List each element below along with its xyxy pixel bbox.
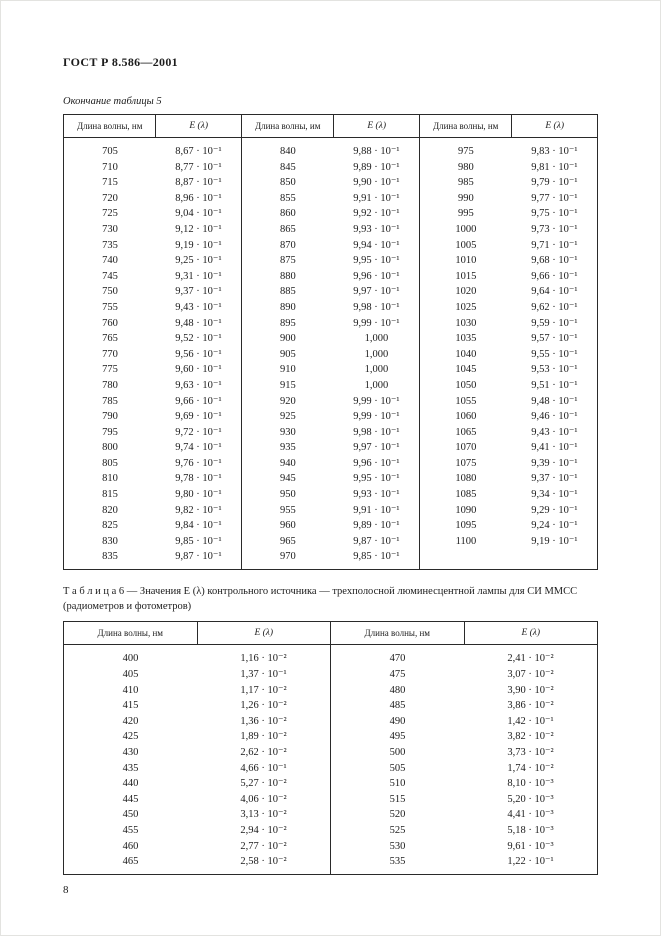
value-cell: 9,12 · 10⁻¹ (175, 223, 222, 235)
wavelength-cell: 765 (102, 333, 118, 345)
wavelength-cell: 790 (102, 411, 118, 423)
wavelength-cell: 845 (241, 160, 333, 176)
value-cell: 9,37 · 10⁻¹ (175, 286, 222, 298)
value-cell: 3,90 · 10⁻² (507, 684, 554, 696)
wavelength-cell: 735 (102, 239, 118, 251)
value-cell: 9,81 · 10⁻¹ (531, 161, 578, 173)
table-row (64, 683, 598, 699)
wavelength-cell: 995 (419, 206, 511, 222)
wavelength-cell: 1050 (419, 378, 511, 394)
wavelength-cell (419, 549, 511, 569)
wavelength-cell: 755 (102, 301, 118, 313)
value-cell: 9,91 · 10⁻¹ (353, 192, 400, 204)
table-row (64, 471, 598, 487)
value-cell: 8,10 · 10⁻³ (507, 778, 554, 790)
wavelength-cell: 495 (331, 729, 465, 745)
value-cell: 9,89 · 10⁻¹ (353, 161, 400, 173)
value-cell: 3,73 · 10⁻² (507, 746, 554, 758)
value-cell: 3,86 · 10⁻² (507, 700, 554, 712)
value-cell: 9,31 · 10⁻¹ (175, 270, 222, 282)
table-row (64, 300, 598, 316)
wavelength-cell: 875 (241, 253, 333, 269)
table6-col-header-e-2: E (λ) (464, 622, 598, 645)
table-row (64, 378, 598, 394)
value-cell: 9,99 · 10⁻¹ (353, 411, 400, 423)
value-cell: 9,99 · 10⁻¹ (353, 317, 400, 329)
value-cell: 9,34 · 10⁻¹ (531, 489, 578, 501)
value-cell: 3,13 · 10⁻² (240, 809, 287, 821)
wavelength-cell: 1040 (419, 347, 511, 363)
wavelength-cell: 1000 (419, 222, 511, 238)
table-row (64, 347, 598, 363)
wavelength-cell: 905 (241, 347, 333, 363)
value-cell: 9,75 · 10⁻¹ (531, 208, 578, 220)
value-cell: 9,83 · 10⁻¹ (531, 146, 578, 157)
wavelength-cell: 970 (241, 549, 333, 569)
table-row (64, 823, 598, 839)
wavelength-cell: 1055 (419, 394, 511, 410)
value-cell: 1,89 · 10⁻² (240, 731, 287, 743)
value-cell: 9,93 · 10⁻¹ (353, 223, 400, 235)
table-row (64, 409, 598, 425)
value-cell: 9,94 · 10⁻¹ (353, 239, 400, 251)
wavelength-cell: 785 (102, 395, 118, 407)
value-cell: 9,92 · 10⁻¹ (353, 208, 400, 220)
table6-col-header-e-1: E (λ) (197, 622, 331, 645)
table5-col-header-wavelength-3: Длина волны, нм (419, 115, 511, 138)
value-cell: 1,22 · 10⁻¹ (507, 856, 554, 868)
wavelength-cell: 750 (102, 286, 118, 298)
value-cell: 8,77 · 10⁻¹ (175, 161, 222, 173)
table-row (64, 645, 598, 667)
wavelength-cell: 1075 (419, 456, 511, 472)
value-cell: 9,63 · 10⁻¹ (175, 379, 222, 391)
table5-col-header-wavelength-1: Длина волны, нм (64, 115, 156, 138)
wavelength-cell: 1070 (419, 440, 511, 456)
wavelength-cell: 510 (331, 776, 465, 792)
value-cell: 5,27 · 10⁻² (240, 778, 287, 790)
wavelength-cell: 425 (122, 731, 139, 743)
wavelength-cell: 445 (122, 793, 139, 805)
value-cell: 9,48 · 10⁻¹ (531, 395, 578, 407)
value-cell: 9,87 · 10⁻¹ (353, 535, 400, 547)
value-cell: 8,96 · 10⁻¹ (175, 192, 222, 204)
table-row (64, 440, 598, 456)
wavelength-cell: 855 (241, 191, 333, 207)
value-cell: 1,42 · 10⁻¹ (507, 715, 554, 727)
wavelength-cell: 405 (122, 669, 139, 680)
wavelength-cell: 1030 (419, 316, 511, 332)
value-cell: 9,37 · 10⁻¹ (531, 473, 578, 485)
table-row (64, 238, 598, 254)
value-cell: 3,82 · 10⁻² (507, 731, 554, 743)
wavelength-cell: 1100 (419, 534, 511, 550)
value-cell: 9,48 · 10⁻¹ (175, 317, 222, 329)
wavelength-cell: 415 (122, 700, 139, 712)
wavelength-cell: 1065 (419, 425, 511, 441)
value-cell: 9,96 · 10⁻¹ (353, 457, 400, 469)
value-cell: 9,46 · 10⁻¹ (531, 411, 578, 423)
table-row (64, 792, 598, 808)
table5-col-header-e-2: E (λ) (334, 115, 420, 138)
value-cell: 9,04 · 10⁻¹ (175, 208, 222, 220)
value-cell: 9,61 · 10⁻³ (507, 840, 554, 852)
wavelength-cell: 490 (331, 714, 465, 730)
table-row (64, 316, 598, 332)
value-cell: 9,98 · 10⁻¹ (353, 301, 400, 313)
wavelength-cell: 835 (102, 551, 118, 563)
table-row (64, 222, 598, 238)
wavelength-cell: 1025 (419, 300, 511, 316)
wavelength-cell: 530 (331, 839, 465, 855)
wavelength-cell: 885 (241, 284, 333, 300)
wavelength-cell: 1060 (419, 409, 511, 425)
wavelength-cell: 505 (331, 761, 465, 777)
value-cell: 9,73 · 10⁻¹ (531, 223, 578, 235)
value-cell: 9,84 · 10⁻¹ (175, 520, 222, 532)
wavelength-cell: 990 (419, 191, 511, 207)
value-cell: 9,57 · 10⁻¹ (531, 333, 578, 345)
wavelength-cell: 475 (331, 667, 465, 683)
value-cell: 9,19 · 10⁻¹ (531, 535, 578, 547)
wavelength-cell: 960 (241, 518, 333, 534)
wavelength-cell: 410 (122, 684, 139, 696)
document-header: ГОСТ Р 8.586—2001 (63, 55, 178, 69)
table-row (64, 761, 598, 777)
value-cell: 9,24 · 10⁻¹ (531, 520, 578, 532)
value-cell: 9,89 · 10⁻¹ (353, 520, 400, 532)
wavelength-cell: 760 (102, 317, 118, 329)
wavelength-cell: 435 (122, 762, 139, 774)
table-row (64, 456, 598, 472)
wavelength-cell: 745 (102, 270, 118, 282)
value-cell: 4,41 · 10⁻³ (507, 809, 554, 821)
table-row (64, 518, 598, 534)
value-cell: 9,59 · 10⁻¹ (531, 317, 578, 329)
value-cell: 5,20 · 10⁻³ (507, 793, 554, 805)
value-cell: 1,000 (364, 333, 389, 345)
value-cell: 1,000 (364, 379, 389, 391)
value-cell: 1,16 · 10⁻² (240, 653, 287, 665)
wavelength-cell: 975 (419, 138, 511, 160)
table-row (64, 487, 598, 503)
table-row (64, 667, 598, 683)
value-cell: 9,93 · 10⁻¹ (353, 489, 400, 501)
wavelength-cell: 740 (102, 255, 118, 267)
table-row (64, 253, 598, 269)
table5-body (64, 138, 598, 570)
table6-caption: Т а б л и ц а 6 — Значения E (λ) контрольного источника — трехполосной люминесцентной лампы для СИ ММСС (радиометров и фотометров) (63, 586, 578, 612)
wavelength-cell: 440 (122, 778, 139, 790)
value-cell: 9,72 · 10⁻¹ (175, 426, 222, 438)
value-cell: 9,96 · 10⁻¹ (353, 270, 400, 282)
wavelength-cell: 825 (102, 520, 118, 532)
table-row (64, 362, 598, 378)
value-cell: 9,90 · 10⁻¹ (353, 177, 400, 189)
wavelength-cell: 900 (241, 331, 333, 347)
value-cell: 9,82 · 10⁻¹ (175, 504, 222, 516)
table5-col-header-e-1: E (λ) (156, 115, 242, 138)
table-row (64, 839, 598, 855)
wavelength-cell: 715 (102, 177, 118, 189)
value-cell: 9,80 · 10⁻¹ (175, 489, 222, 501)
value-cell: 9,68 · 10⁻¹ (531, 255, 578, 267)
value-cell: 1,17 · 10⁻² (240, 684, 287, 696)
table6-header-row (64, 622, 598, 645)
value-cell: 9,74 · 10⁻¹ (175, 442, 222, 454)
wavelength-cell: 850 (241, 175, 333, 191)
value-cell: 9,85 · 10⁻¹ (353, 551, 400, 563)
wavelength-cell: 1020 (419, 284, 511, 300)
table-row (64, 394, 598, 410)
wavelength-cell: 1015 (419, 269, 511, 285)
wavelength-cell: 820 (102, 504, 118, 516)
table5-caption: Окончание таблицы 5 (63, 96, 162, 107)
page-number: 8 (63, 883, 69, 896)
table6 (63, 621, 598, 874)
table-row (64, 331, 598, 347)
wavelength-cell: 965 (241, 534, 333, 550)
wavelength-cell: 730 (102, 223, 118, 235)
value-cell: 9,52 · 10⁻¹ (175, 333, 222, 345)
wavelength-cell: 980 (419, 160, 511, 176)
wavelength-cell: 860 (241, 206, 333, 222)
wavelength-cell: 470 (331, 645, 465, 667)
value-cell: 1,000 (364, 348, 389, 360)
value-cell: 1,26 · 10⁻² (240, 700, 287, 712)
table-row (64, 160, 598, 176)
value-cell: 9,91 · 10⁻¹ (353, 504, 400, 516)
wavelength-cell: 1035 (419, 331, 511, 347)
value-cell: 9,53 · 10⁻¹ (531, 364, 578, 376)
wavelength-cell: 780 (102, 379, 118, 391)
table5-col-header-e-3: E (λ) (512, 115, 598, 138)
table5 (63, 114, 598, 570)
wavelength-cell: 880 (241, 269, 333, 285)
table-row (64, 534, 598, 550)
value-cell: 3,07 · 10⁻² (507, 669, 554, 680)
value-cell: 2,77 · 10⁻² (240, 840, 287, 852)
value-cell: 9,98 · 10⁻¹ (353, 426, 400, 438)
value-cell: 9,56 · 10⁻¹ (175, 348, 222, 360)
wavelength-cell: 1010 (419, 253, 511, 269)
value-cell: 9,66 · 10⁻¹ (531, 270, 578, 282)
wavelength-cell: 920 (241, 394, 333, 410)
wavelength-cell: 1090 (419, 503, 511, 519)
value-cell: 8,87 · 10⁻¹ (175, 177, 222, 189)
wavelength-cell: 515 (331, 792, 465, 808)
wavelength-cell: 935 (241, 440, 333, 456)
value-cell: 9,76 · 10⁻¹ (175, 457, 222, 469)
value-cell: 1,74 · 10⁻² (507, 762, 554, 774)
table5-col-header-wavelength-2: Длина волны, им (241, 115, 333, 138)
wavelength-cell: 865 (241, 222, 333, 238)
wavelength-cell: 725 (102, 208, 118, 220)
wavelength-cell: 910 (241, 362, 333, 378)
wavelength-cell: 945 (241, 471, 333, 487)
wavelength-cell: 840 (241, 138, 333, 160)
wavelength-cell: 925 (241, 409, 333, 425)
table-row (64, 854, 598, 874)
wavelength-cell: 720 (102, 192, 118, 204)
value-cell: 9,64 · 10⁻¹ (531, 286, 578, 298)
value-cell: 9,79 · 10⁻¹ (531, 177, 578, 189)
wavelength-cell: 1085 (419, 487, 511, 503)
value-cell: 2,41 · 10⁻² (507, 653, 554, 665)
table6-col-header-wavelength-1: Длина волны, нм (64, 622, 198, 645)
value-cell: 9,71 · 10⁻¹ (531, 239, 578, 251)
value-cell: 9,97 · 10⁻¹ (353, 442, 400, 454)
wavelength-cell: 705 (102, 146, 118, 157)
wavelength-cell: 460 (122, 840, 139, 852)
value-cell: 9,41 · 10⁻¹ (531, 442, 578, 454)
table-row (64, 698, 598, 714)
wavelength-cell: 520 (331, 807, 465, 823)
wavelength-cell: 915 (241, 378, 333, 394)
table-row (64, 776, 598, 792)
wavelength-cell: 1045 (419, 362, 511, 378)
wavelength-cell: 930 (241, 425, 333, 441)
table-row (64, 206, 598, 222)
value-cell: 9,62 · 10⁻¹ (531, 301, 578, 313)
value-cell: 9,77 · 10⁻¹ (531, 192, 578, 204)
wavelength-cell: 870 (241, 238, 333, 254)
table-row (64, 503, 598, 519)
value-cell: 9,95 · 10⁻¹ (353, 473, 400, 485)
wavelength-cell: 485 (331, 698, 465, 714)
table-row (64, 714, 598, 730)
wavelength-cell: 770 (102, 348, 118, 360)
wavelength-cell: 810 (102, 473, 118, 485)
value-cell: 4,66 · 10⁻¹ (240, 762, 287, 774)
wavelength-cell: 795 (102, 426, 118, 438)
table5-header-row (64, 115, 598, 138)
wavelength-cell: 465 (122, 856, 139, 868)
wavelength-cell: 775 (102, 364, 118, 376)
wavelength-cell: 895 (241, 316, 333, 332)
wavelength-cell: 450 (122, 809, 139, 821)
value-cell: 2,94 · 10⁻² (240, 824, 287, 836)
wavelength-cell: 480 (331, 683, 465, 699)
value-cell: 1,000 (364, 364, 389, 376)
table-row (64, 745, 598, 761)
value-cell: 4,06 · 10⁻² (240, 793, 287, 805)
value-cell: 9,95 · 10⁻¹ (353, 255, 400, 267)
value-cell: 9,85 · 10⁻¹ (175, 535, 222, 547)
wavelength-cell: 955 (241, 503, 333, 519)
value-cell: 9,39 · 10⁻¹ (531, 457, 578, 469)
value-cell: 8,67 · 10⁻¹ (175, 146, 222, 157)
wavelength-cell: 805 (102, 457, 118, 469)
value-cell: 9,60 · 10⁻¹ (175, 364, 222, 376)
table6-body (64, 645, 598, 874)
table-row (64, 729, 598, 745)
value-cell: 9,78 · 10⁻¹ (175, 473, 222, 485)
value-cell: 9,88 · 10⁻¹ (353, 146, 400, 157)
value-cell: 9,66 · 10⁻¹ (175, 395, 222, 407)
table-row (64, 191, 598, 207)
table-row (64, 175, 598, 191)
value-cell: 2,62 · 10⁻² (240, 746, 287, 758)
value-cell: 9,19 · 10⁻¹ (175, 239, 222, 251)
wavelength-cell: 500 (331, 745, 465, 761)
table6-col-header-wavelength-2: Длина волны, нм (331, 622, 465, 645)
value-cell (512, 549, 598, 569)
value-cell: 9,97 · 10⁻¹ (353, 286, 400, 298)
table-row (64, 549, 598, 569)
value-cell: 9,55 · 10⁻¹ (531, 348, 578, 360)
value-cell: 9,51 · 10⁻¹ (531, 379, 578, 391)
table-row (64, 284, 598, 300)
value-cell: 9,69 · 10⁻¹ (175, 411, 222, 423)
wavelength-cell: 535 (331, 854, 465, 874)
wavelength-cell: 800 (102, 442, 118, 454)
wavelength-cell: 950 (241, 487, 333, 503)
value-cell: 5,18 · 10⁻³ (507, 824, 554, 836)
wavelength-cell: 430 (122, 746, 139, 758)
table-row (64, 425, 598, 441)
wavelength-cell: 420 (122, 715, 139, 727)
value-cell: 9,43 · 10⁻¹ (531, 426, 578, 438)
table-row (64, 138, 598, 160)
wavelength-cell: 940 (241, 456, 333, 472)
wavelength-cell: 1080 (419, 471, 511, 487)
wavelength-cell: 455 (122, 824, 139, 836)
value-cell: 9,25 · 10⁻¹ (175, 255, 222, 267)
wavelength-cell: 1095 (419, 518, 511, 534)
value-cell: 1,37 · 10⁻¹ (240, 669, 287, 680)
wavelength-cell: 815 (102, 489, 118, 501)
value-cell: 9,87 · 10⁻¹ (175, 551, 222, 563)
wavelength-cell: 525 (331, 823, 465, 839)
value-cell: 9,99 · 10⁻¹ (353, 395, 400, 407)
table-row (64, 269, 598, 285)
wavelength-cell: 1005 (419, 238, 511, 254)
value-cell: 9,29 · 10⁻¹ (531, 504, 578, 516)
wavelength-cell: 890 (241, 300, 333, 316)
value-cell: 9,43 · 10⁻¹ (175, 301, 222, 313)
wavelength-cell: 830 (102, 535, 118, 547)
wavelength-cell: 985 (419, 175, 511, 191)
value-cell: 1,36 · 10⁻² (240, 715, 287, 727)
wavelength-cell: 710 (102, 161, 118, 173)
value-cell: 2,58 · 10⁻² (240, 856, 287, 868)
table-row (64, 807, 598, 823)
wavelength-cell: 400 (122, 653, 139, 665)
